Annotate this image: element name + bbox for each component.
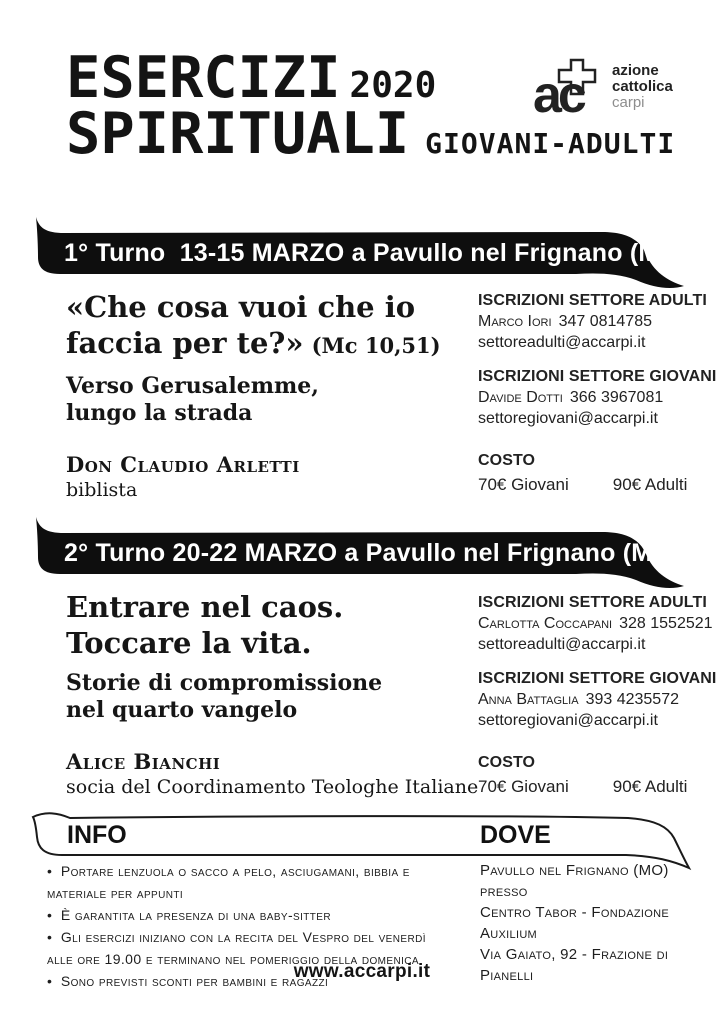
turn2-cost-adults: 90€ Adulti bbox=[612, 777, 688, 796]
ac-cross-monogram-icon bbox=[531, 58, 605, 123]
turn1-youth-heading: ISCRIZIONI SETTORE GIOVANI bbox=[478, 368, 717, 385]
turn2-adults-email[interactable]: settoreadulti@accarpi.it bbox=[478, 636, 646, 653]
turn2-subtitle-line2: nel quarto vangelo bbox=[66, 697, 298, 723]
logo-word-3: carpi bbox=[612, 94, 645, 111]
turn1-theme bbox=[66, 289, 474, 501]
turn1-cost-heading: COSTO bbox=[478, 452, 536, 469]
azione-cattolica-logo bbox=[531, 58, 673, 123]
turn2-quote bbox=[66, 589, 474, 661]
logo-word-1: azione bbox=[612, 62, 659, 79]
turn1-youth-registration bbox=[478, 367, 717, 429]
turn1-adults-phone: 347 0814785 bbox=[558, 313, 652, 330]
turn2-speaker-role: socia del Coordinamento Teologhe Italiane bbox=[66, 776, 479, 798]
turn2-speaker-name: Alice Bianchi bbox=[66, 749, 221, 774]
turn2-adults-registration bbox=[478, 593, 714, 655]
info-item: • Portare lenzuola o sacco a pelo, asciugamani, bibbia e materiale per appunti bbox=[47, 860, 429, 904]
turn2-quote-line2: Toccare la vita. bbox=[66, 626, 312, 660]
turn1-adults-heading: ISCRIZIONI SETTORE ADULTI bbox=[478, 292, 707, 309]
turn2-quote-line1: Entrare nel caos. bbox=[66, 590, 344, 624]
turn1-adults-contact-name: Marco Iori bbox=[478, 313, 552, 330]
turn2-youth-email[interactable]: settoregiovani@accarpi.it bbox=[478, 712, 658, 729]
logo-wordmark bbox=[612, 58, 673, 123]
turn2-adults-heading: ISCRIZIONI SETTORE ADULTI bbox=[478, 594, 707, 611]
turn2-cost bbox=[478, 753, 714, 797]
turn1-quote-line1: «Che cosa vuoi che io bbox=[66, 290, 416, 324]
turn1-youth-email[interactable]: settoregiovani@accarpi.it bbox=[478, 410, 658, 427]
venue-town: Pavullo nel Frignano (MO) bbox=[480, 862, 669, 879]
turn1-speaker bbox=[66, 452, 474, 501]
turn2-cost-youth: 70€ Giovani bbox=[478, 777, 569, 796]
dove-heading: DOVE bbox=[480, 821, 551, 849]
turn1-banner-title: 1° Turno 13-15 MARZO a Pavullo nel Frignano (MO) bbox=[64, 239, 688, 267]
turn2-contacts bbox=[478, 593, 717, 797]
title-line-1: ESERCIZI bbox=[66, 45, 341, 111]
turn2-youth-heading: ISCRIZIONI SETTORE GIOVANI bbox=[478, 670, 717, 687]
turn1-quote bbox=[66, 289, 474, 364]
logo-word-2: cattolica bbox=[612, 78, 673, 95]
turn1-contacts bbox=[478, 291, 717, 495]
turn1-cost-youth: 70€ Giovani bbox=[478, 475, 569, 494]
info-heading: INFO bbox=[67, 821, 127, 849]
turn2-theme bbox=[66, 589, 479, 798]
turn2-cost-heading: COSTO bbox=[478, 754, 536, 771]
turn1-subtitle-line1: Verso Gerusalemme, bbox=[66, 373, 319, 399]
turn1-youth-phone: 366 3967081 bbox=[569, 389, 664, 406]
turn2-subtitle bbox=[66, 670, 474, 724]
info-item: • Gli esercizi iniziano con la recita del Vespro del venerdì alle ore 19.00 e terminano nel pomeriggio della domenica bbox=[47, 926, 429, 970]
website-link[interactable]: www.accarpi.it bbox=[293, 961, 431, 982]
turn1-banner bbox=[30, 217, 700, 295]
turn2-speaker bbox=[66, 749, 479, 798]
turn2-adults-phone: 328 1552521 bbox=[619, 615, 713, 632]
turn1-quote-line2: faccia per te?» bbox=[66, 326, 304, 360]
turn1-quote-ref: (Mc 10,51) bbox=[311, 333, 441, 358]
turn1-speaker-role: biblista bbox=[66, 479, 138, 501]
title-line-2: SPIRITUALI bbox=[66, 101, 410, 167]
turn1-cost-adults: 90€ Adulti bbox=[612, 475, 688, 494]
svg-text:ac: ac bbox=[533, 66, 583, 118]
turn1-speaker-name: Don Claudio Arletti bbox=[66, 452, 300, 477]
turn2-adults-contact-name: Carlotta Coccapani bbox=[478, 615, 613, 632]
title-year: 2020 bbox=[349, 65, 437, 106]
title-audience: GIOVANI-ADULTI bbox=[425, 127, 676, 160]
venue-center: Centro Tabor - Fondazione Auxilium bbox=[480, 904, 669, 942]
turn1-youth-contact-name: Davide Dotti bbox=[478, 389, 563, 406]
info-item: • È garantita la presenza di una baby-sitter bbox=[47, 904, 429, 926]
turn2-youth-registration bbox=[478, 669, 717, 731]
turn2-subtitle-line1: Storie di compromissione bbox=[66, 670, 383, 696]
turn2-banner-title: 2° Turno 20-22 MARZO a Pavullo nel Frignano (MO) bbox=[64, 539, 681, 567]
venue-street: Via Gaiato, 92 - Frazione di Pianelli bbox=[480, 946, 669, 984]
info-item: • Sono previsti sconti per bambini e ragazzi bbox=[47, 970, 429, 992]
turn2-youth-phone: 393 4235572 bbox=[585, 691, 679, 708]
turn1-cost bbox=[478, 451, 714, 495]
turn2-youth-contact-name: Anna Battaglia bbox=[478, 691, 579, 708]
turn2-banner bbox=[30, 517, 700, 595]
turn1-subtitle bbox=[66, 373, 474, 427]
turn1-adults-registration bbox=[478, 291, 714, 353]
venue-presso: presso bbox=[480, 883, 528, 900]
turn1-subtitle-line2: lungo la strada bbox=[66, 400, 253, 426]
turn1-adults-email[interactable]: settoreadulti@accarpi.it bbox=[478, 334, 646, 351]
